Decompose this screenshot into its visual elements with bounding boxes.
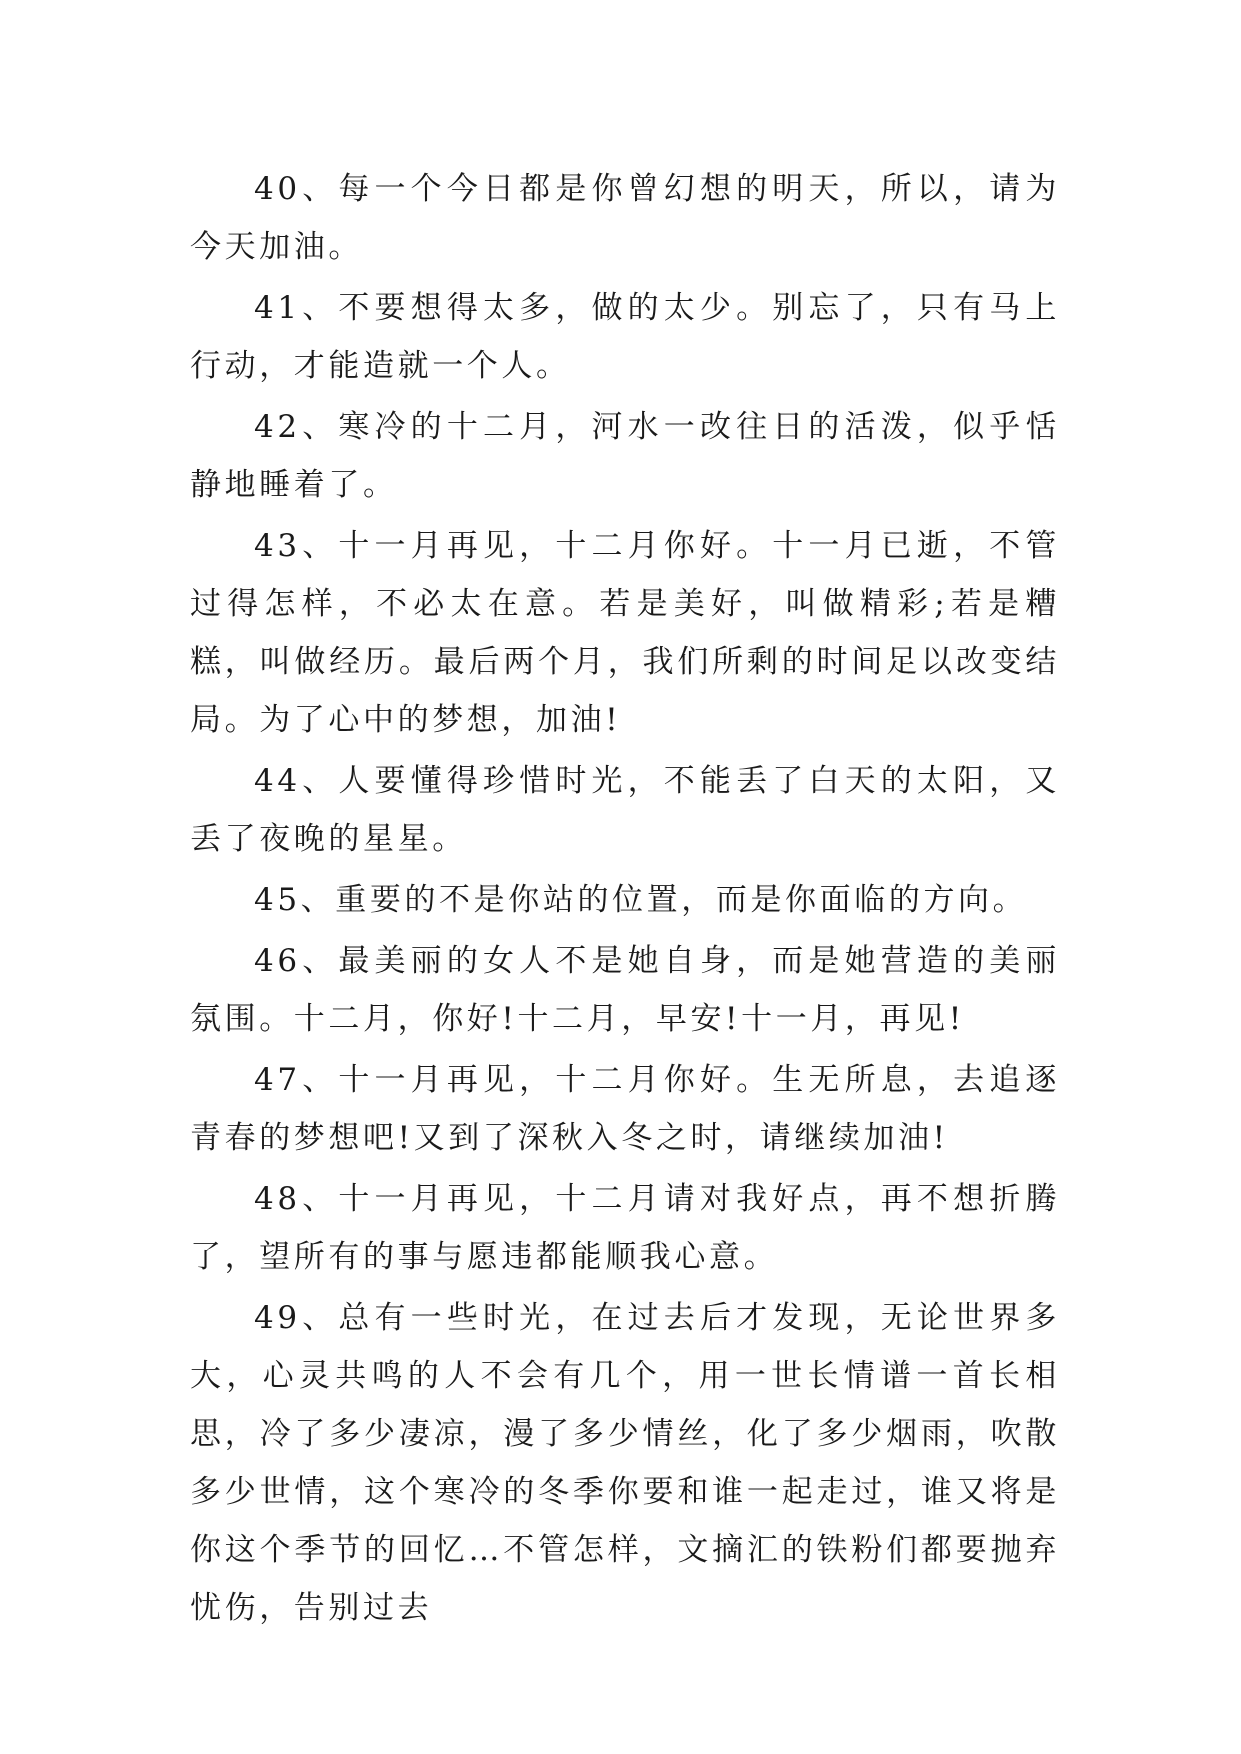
paragraph-45: 45、重要的不是你站的位置，而是你面临的方向。 [254,882,1028,918]
paragraph-48: 48、十一月再见，十二月请对我好点，再不想折腾了，望所有的事与愿违都能顺我心意。 [190,1181,1060,1275]
paragraph-44: 44、人要懂得珍惜时光，不能丢了白天的太阳，又丢了夜晚的星星。 [190,763,1060,857]
paragraph-40: 40、每一个今日都是你曾幻想的明天，所以，请为今天加油。 [190,171,1060,265]
paragraph-46: 46、最美丽的女人不是她自身，而是她营造的美丽氛围。十二月，你好!十二月，早安!十一月，再见! [190,943,1060,1037]
paragraph-47: 47、十一月再见，十二月你好。生无所息，去追逐青春的梦想吧!又到了深秋入冬之时，请继续加油! [190,1062,1060,1156]
paragraph-43: 43、十一月再见，十二月你好。十一月已逝，不管过得怎样，不必太在意。若是美好，叫做精彩;若是糟糕，叫做经历。最后两个月，我们所剩的时间足以改变结局。为了心中的梦想，加油! [190,528,1060,738]
paragraph-41: 41、不要想得太多，做的太少。别忘了，只有马上行动，才能造就一个人。 [190,290,1060,384]
paragraph-42: 42、寒冷的十二月，河水一改往日的活泼，似乎恬静地睡着了。 [190,409,1060,503]
document-body [190,160,1060,1640]
paragraph-49: 49、总有一些时光，在过去后才发现，无论世界多大，心灵共鸣的人不会有几个，用一世长情谱一首长相思，冷了多少凄凉，漫了多少情丝，化了多少烟雨，吹散多少世情，这个寒冷的冬季你要和谁一起走过，谁又将是你这个季节的回忆…不管怎样，文摘汇的铁粉们都要抛弃忧伤，告别过去 [190,1300,1060,1626]
